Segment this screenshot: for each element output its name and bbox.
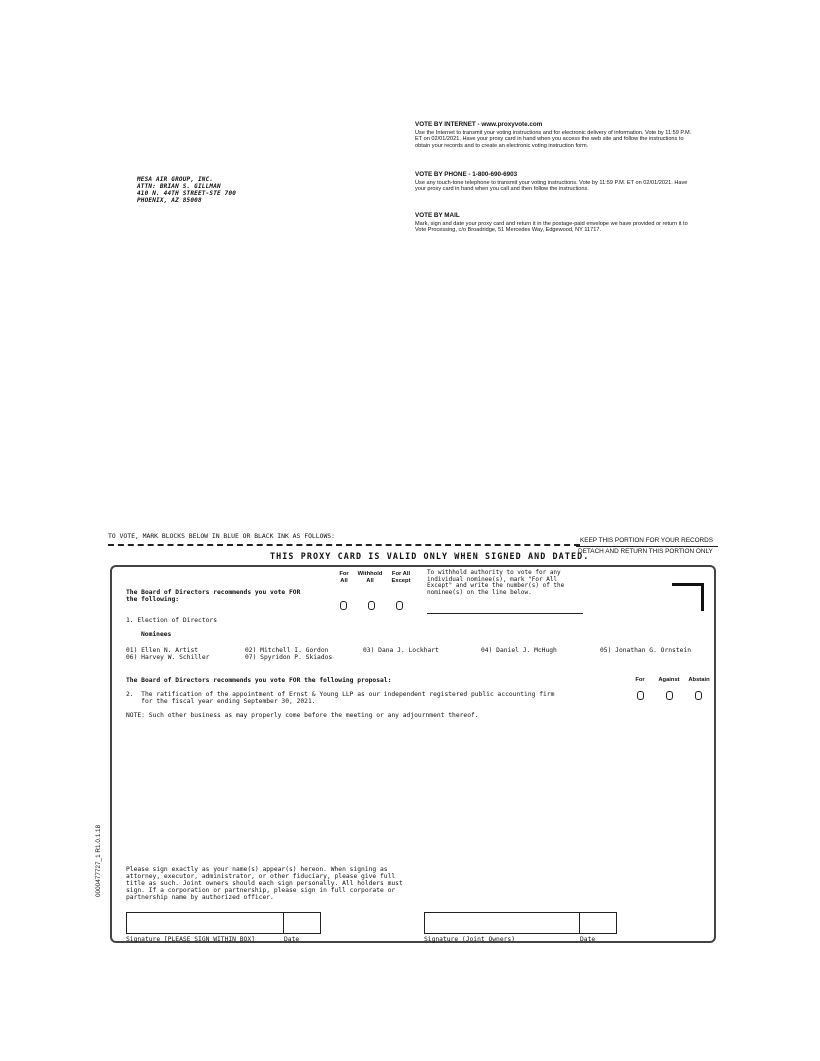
- nominee: 04) Daniel J. McHugh: [481, 647, 557, 654]
- proposal-for-checkbox[interactable]: [637, 691, 644, 700]
- proposal-against-checkbox[interactable]: [666, 691, 673, 700]
- board-recommendation-directors: The Board of Directors recommends you vote FOR the following:: [126, 589, 301, 604]
- signature-label: Signature [PLEASE SIGN WITHIN BOX]: [126, 936, 255, 943]
- detach-return-label: DETACH AND RETURN THIS PORTION ONLY: [578, 548, 713, 555]
- nominee: 01) Ellen N. Artist: [126, 647, 199, 654]
- side-code: 0000477727_1 R1.0.1.18: [95, 824, 102, 897]
- nominee: 07) Spyridon P. Skiados: [245, 654, 333, 661]
- valid-notice: THIS PROXY CARD IS VALID ONLY WHEN SIGNED AND DATED.: [270, 551, 590, 561]
- col-withhold-all: Withhold All: [357, 571, 383, 584]
- withhold-instructions: To withhold authority to vote for any individual nominee(s), mark "For All Except" and write the number(s) of the nominee(s) on the line below.: [427, 569, 565, 596]
- nominee: 06) Harvey W. Schiller: [126, 654, 210, 661]
- vote-phone-heading: VOTE BY PHONE - 1-800-690-6903: [415, 171, 518, 178]
- signing-instructions: Please sign exactly as your name(s) appear(s) hereon. When signing as attorney, executor, administrator, or other fiduciary, please give full title as such. Joint owners should each sign personally. All holders must sign. If a corporation or partnership, please sign in full corporate or partnership name by authorized officer.: [126, 866, 403, 901]
- vote-phone-body: Use any touch-tone telephone to transmit your voting instructions. Vote by 11:59 P.M. ET on 02/01/2021. Have your proxy card in hand when you call and then follow the instructions.: [415, 179, 688, 193]
- to-vote-instructions: TO VOTE, MARK BLOCKS BELOW IN BLUE OR BLACK INK AS FOLLOWS:: [108, 532, 336, 540]
- address-line: 410 N. 44TH STREET-STE 700: [137, 190, 237, 197]
- detach-dashed-line: [108, 544, 580, 546]
- board-recommendation-proposal: The Board of Directors recommends you vote FOR the following proposal:: [126, 677, 392, 684]
- joint-date-box[interactable]: [579, 912, 617, 934]
- joint-date-label: Date: [580, 936, 596, 943]
- address-line: MESA AIR GROUP, INC.: [137, 176, 214, 183]
- vote-by-mail: [415, 213, 695, 234]
- date-box[interactable]: [283, 912, 321, 934]
- proposal-abstain-checkbox[interactable]: [695, 691, 702, 700]
- joint-signature-box[interactable]: [424, 912, 580, 934]
- note-other-business: NOTE: Such other business as may properly come before the meeting or any adjournment thereof.: [126, 712, 479, 719]
- nominee: 02) Mitchell I. Gordon: [245, 647, 329, 654]
- withhold-all-checkbox[interactable]: [368, 601, 375, 610]
- col-for-all-except: For All Except: [391, 571, 411, 584]
- for-all-except-checkbox[interactable]: [396, 601, 403, 610]
- nominee: 05) Jonathan G. Ornstein: [600, 647, 691, 654]
- vote-internet-body: Use the Internet to transmit your voting instructions and for electronic delivery of information. Vote by 11:59 P.M. ET on 02/01/2021. Have your proxy card in hand when you access the web site and follow the instructions to obtain your records and to create an electronic voting instruction form.: [415, 129, 692, 149]
- vote-by-internet: [415, 122, 695, 149]
- joint-signature-label: Signature (Joint Owners): [424, 936, 515, 943]
- nominee-exception-line[interactable]: [427, 613, 583, 614]
- col-against: Against: [658, 677, 680, 683]
- col-abstain: Abstain: [688, 677, 710, 683]
- col-for: For: [635, 677, 645, 683]
- vote-internet-heading[interactable]: VOTE BY INTERNET - www.proxyvote.com: [415, 121, 543, 128]
- vote-mail-body: Mark, sign and date your proxy card and return it in the postage-paid envelope we have provided or return it to Vote Processing, c/o Broadridge, 51 Mercedes Way, Edgewood, NY 11717.: [415, 220, 688, 234]
- for-all-checkbox[interactable]: [340, 601, 347, 610]
- date-label: Date: [284, 936, 300, 943]
- address-line: ATTN: BRIAN S. GILLMAN: [137, 183, 221, 190]
- signature-box[interactable]: [126, 912, 284, 934]
- nominee: 03) Dana J. Lockhart: [363, 647, 439, 654]
- col-for-all: For All: [339, 571, 349, 584]
- vote-mail-heading: VOTE BY MAIL: [415, 212, 460, 219]
- item-election-of-directors: 1. Election of Directors: [126, 617, 217, 624]
- vote-by-phone: [415, 172, 695, 193]
- item-ratification: 2. The ratification of the appointment of Ernst & Young LLP as our independent registered public accounting firm for the fiscal year ending September 30, 2021.: [126, 691, 555, 706]
- detach-divider: [576, 546, 718, 547]
- address-line: PHOENIX, AZ 85008: [137, 197, 202, 204]
- return-address: [137, 176, 337, 204]
- proxy-card: [110, 565, 716, 943]
- registration-corner-mark: [672, 583, 704, 611]
- keep-portion-label: KEEP THIS PORTION FOR YOUR RECORDS: [580, 537, 714, 544]
- nominees-label: Nominees: [141, 631, 172, 638]
